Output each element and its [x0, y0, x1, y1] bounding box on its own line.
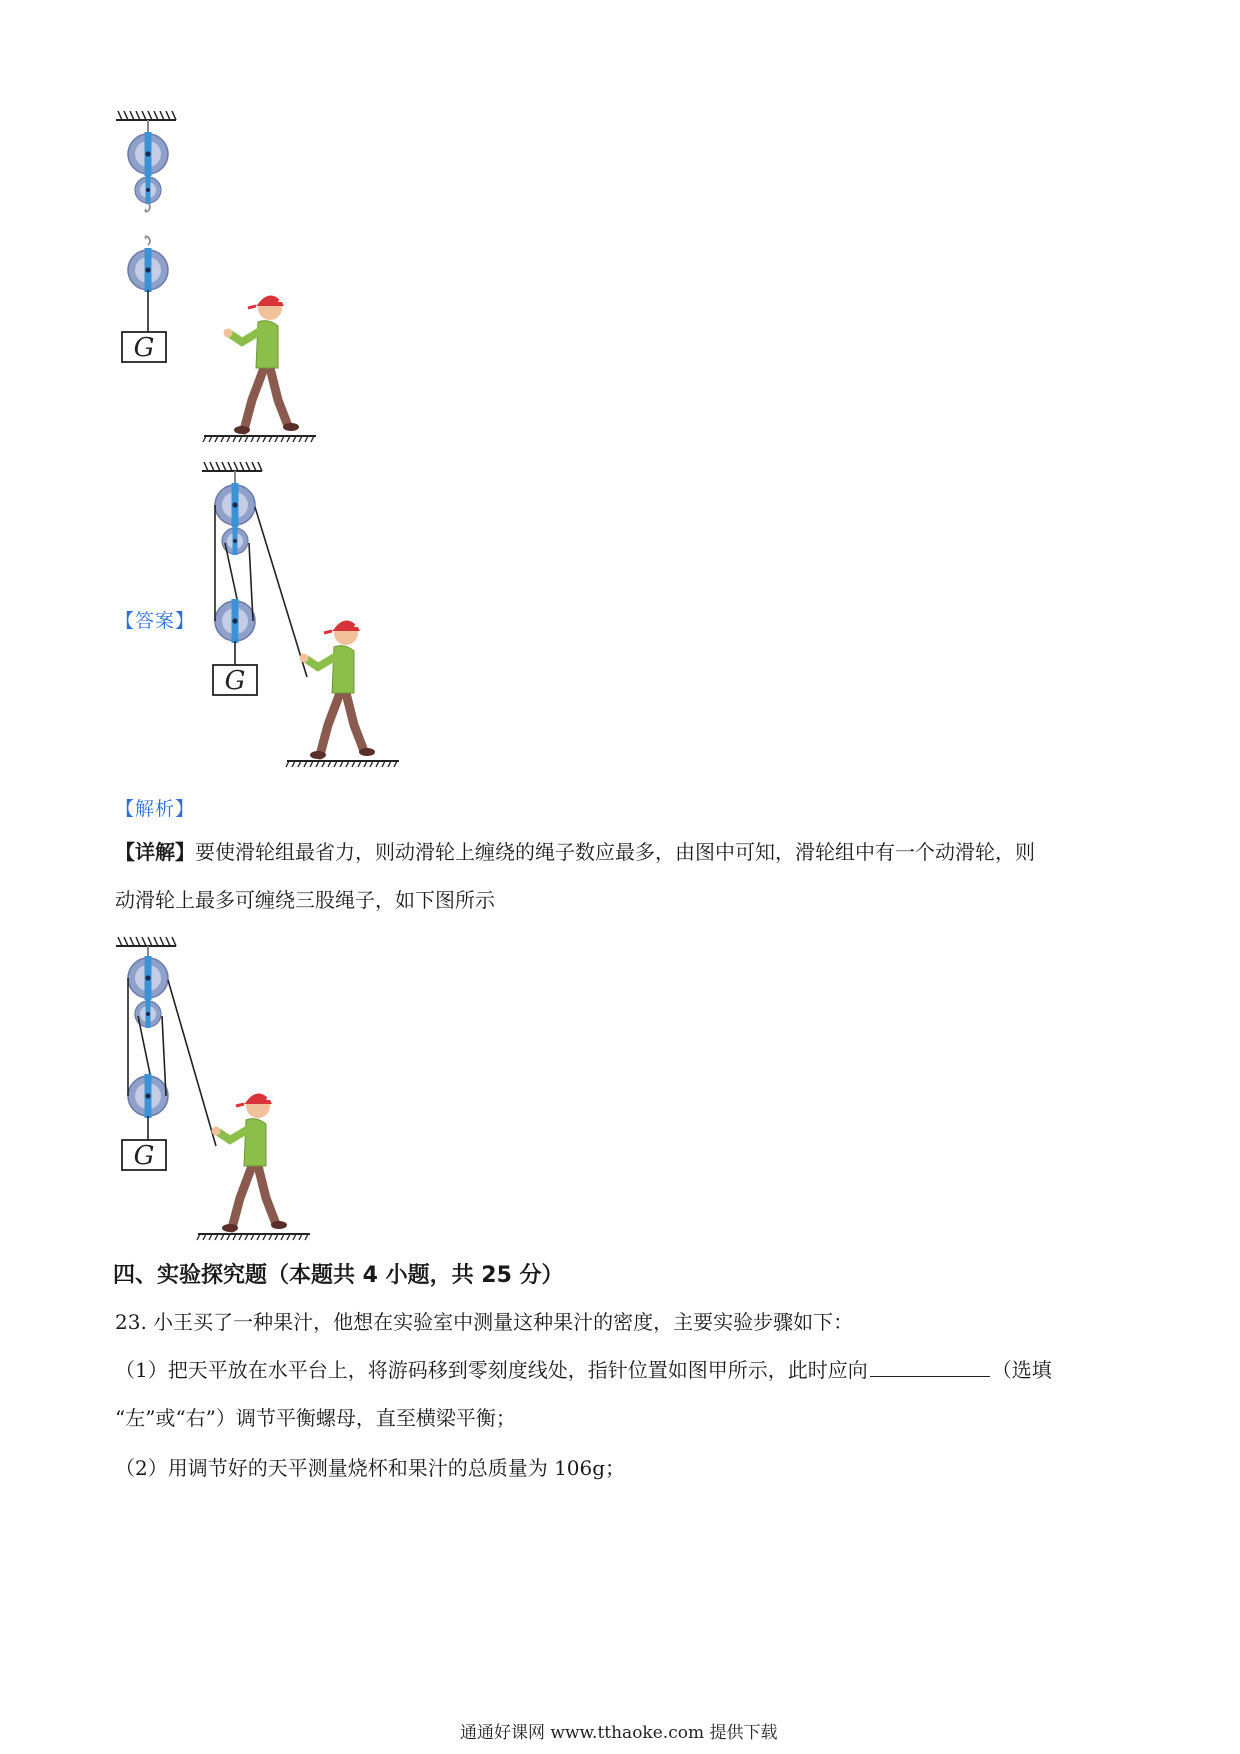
analysis-label: 【解析】 [115, 798, 196, 820]
question-23-step1: （1）把天平放在水平台上，将游码移到零刻度线处，指针位置如图甲所示，此时应向 （选填 [115, 1358, 1052, 1382]
detail-text-1: 要使滑轮组最省力，则动滑轮上缠绕的绳子数应最多，由图中可知，滑轮组中有一个动滑轮，则 [195, 840, 1035, 864]
question-23-stem: 23. 小王买了一种果汁，他想在实验室中测量这种果汁的密度，主要实验步骤如下： [115, 1310, 854, 1334]
load-label: G [133, 1141, 155, 1171]
detail-paragraph-line2: 动滑轮上最多可缠绕三股绳子，如下图所示 [115, 888, 495, 912]
load-label: G [224, 666, 246, 696]
load-label: G [133, 333, 155, 363]
question-23-step2: （2）用调节好的天平测量烧杯和果汁的总质量为 106g； [115, 1456, 626, 1480]
detail-paragraph-line1 [115, 838, 1035, 866]
question-23-step1-line2: “左”或“右”）调节平衡螺母，直至横梁平衡； [115, 1406, 516, 1430]
answer-label: 【答案】 [115, 610, 196, 632]
question-figure [112, 100, 342, 445]
answer-figure [195, 455, 415, 775]
solution-figure [112, 930, 332, 1250]
detail-label: 【详解】 [115, 840, 195, 864]
page-footer: 通通好课网 www.tthaoke.com 提供下载 [460, 1723, 778, 1743]
section-heading: 四、实验探究题（本题共 4 小题，共 25 分） [113, 1263, 564, 1288]
answer-blank[interactable] [870, 1356, 990, 1377]
